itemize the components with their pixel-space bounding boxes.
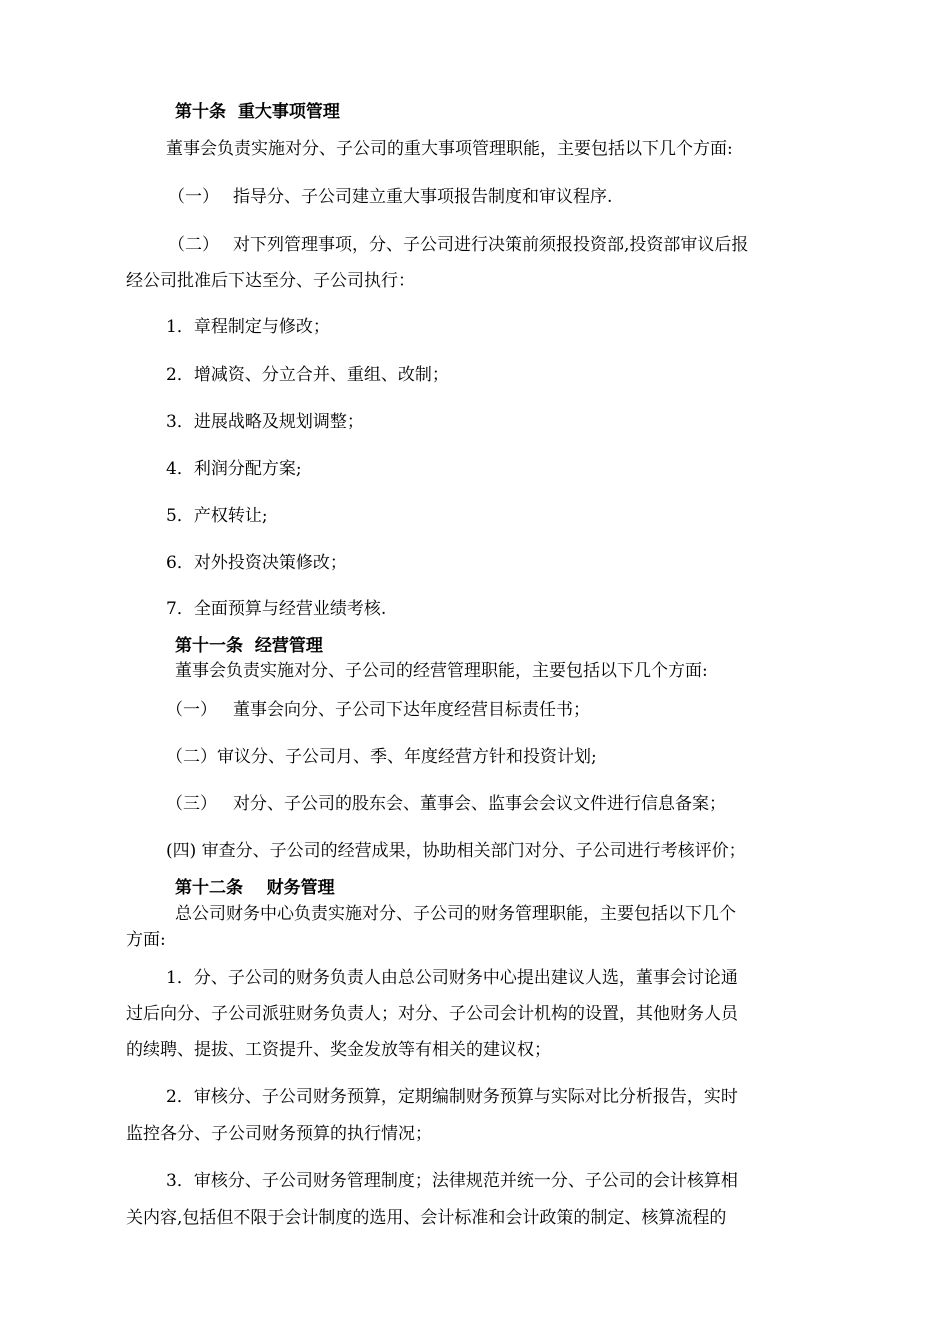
article-10-heading: 第十条 重大事项管理	[175, 102, 340, 122]
article-10-item-2-line-2: 经公司批准后下达至分、子公司执行：	[126, 271, 415, 291]
article-10-item-2-number: （二）	[168, 235, 219, 255]
article-12-intro-line-1: 总公司财务中心负责实施对分、子公司的财务管理职能，主要包括以下几个	[175, 904, 736, 924]
article-10-sub-item-6: 6．对外投资决策修改；	[166, 553, 347, 573]
article-10-item-1-text: 指导分、子公司建立重大事项报告制度和审议程序.	[233, 187, 613, 207]
article-12-paragraph-2-line-1: 2．审核分、子公司财务预算，定期编制财务预算与实际对比分析报告，实时	[166, 1087, 738, 1107]
article-12-paragraph-1-line-1: 1．分、子公司的财务负责人由总公司财务中心提出建议人选，董事会讨论通	[166, 968, 738, 988]
article-11-item-1-number: （一）	[166, 700, 217, 720]
article-12-paragraph-2-line-2: 监控各分、子公司财务预算的执行情况；	[126, 1124, 432, 1144]
article-12-intro-line-2: 方面:	[126, 930, 166, 950]
article-10-item-2-line-1: 对下列管理事项，分、子公司进行决策前须报投资部,投资部审议后报	[233, 235, 749, 255]
article-10-intro: 董事会负责实施对分、子公司的重大事项管理职能，主要包括以下几个方面:	[166, 139, 733, 159]
article-12-paragraph-1-line-2: 过后向分、子公司派驻财务负责人；对分、子公司会计机构的设置，其他财务人员	[126, 1004, 738, 1024]
article-11-item-1-text: 董事会向分、子公司下达年度经营目标责任书；	[233, 700, 590, 720]
article-10-sub-item-4: 4．利润分配方案;	[166, 459, 302, 479]
article-10-sub-item-3: 3．进展战略及规划调整；	[166, 412, 364, 432]
article-11-intro: 董事会负责实施对分、子公司的经营管理职能，主要包括以下几个方面:	[175, 661, 708, 681]
article-12-heading: 第十二条 财务管理	[175, 878, 335, 898]
article-12-paragraph-3-line-2: 关内容,包括但不限于会计制度的选用、会计标准和会计政策的制定、核算流程的	[126, 1208, 727, 1228]
article-10-item-1-number: （一）	[168, 187, 219, 207]
article-11-heading: 第十一条 经营管理	[175, 636, 323, 656]
article-10-sub-item-7: 7．全面预算与经营业绩考核.	[166, 599, 387, 619]
article-11-item-3-number: （三）	[166, 794, 217, 814]
article-12-paragraph-3-line-1: 3．审核分、子公司财务管理制度；法律规范并统一分、子公司的会计核算相	[166, 1171, 738, 1191]
article-10-sub-item-5: 5．产权转让;	[166, 506, 268, 526]
article-12-paragraph-1-line-3: 的续聘、提拔、工资提升、奖金发放等有相关的建议权；	[126, 1040, 551, 1060]
article-11-item-4: (四) 审查分、子公司的经营成果，协助相关部门对分、子公司进行考核评价；	[166, 841, 746, 861]
article-11-item-3-text: 对分、子公司的股东会、董事会、监事会会议文件进行信息备案；	[233, 794, 726, 814]
article-11-item-2: （二）审议分、子公司月、季、年度经营方针和投资计划;	[166, 747, 597, 767]
article-10-sub-item-2: 2．增减资、分立合并、重组、改制；	[166, 365, 449, 385]
article-10-sub-item-1: 1．章程制定与修改；	[166, 317, 330, 337]
